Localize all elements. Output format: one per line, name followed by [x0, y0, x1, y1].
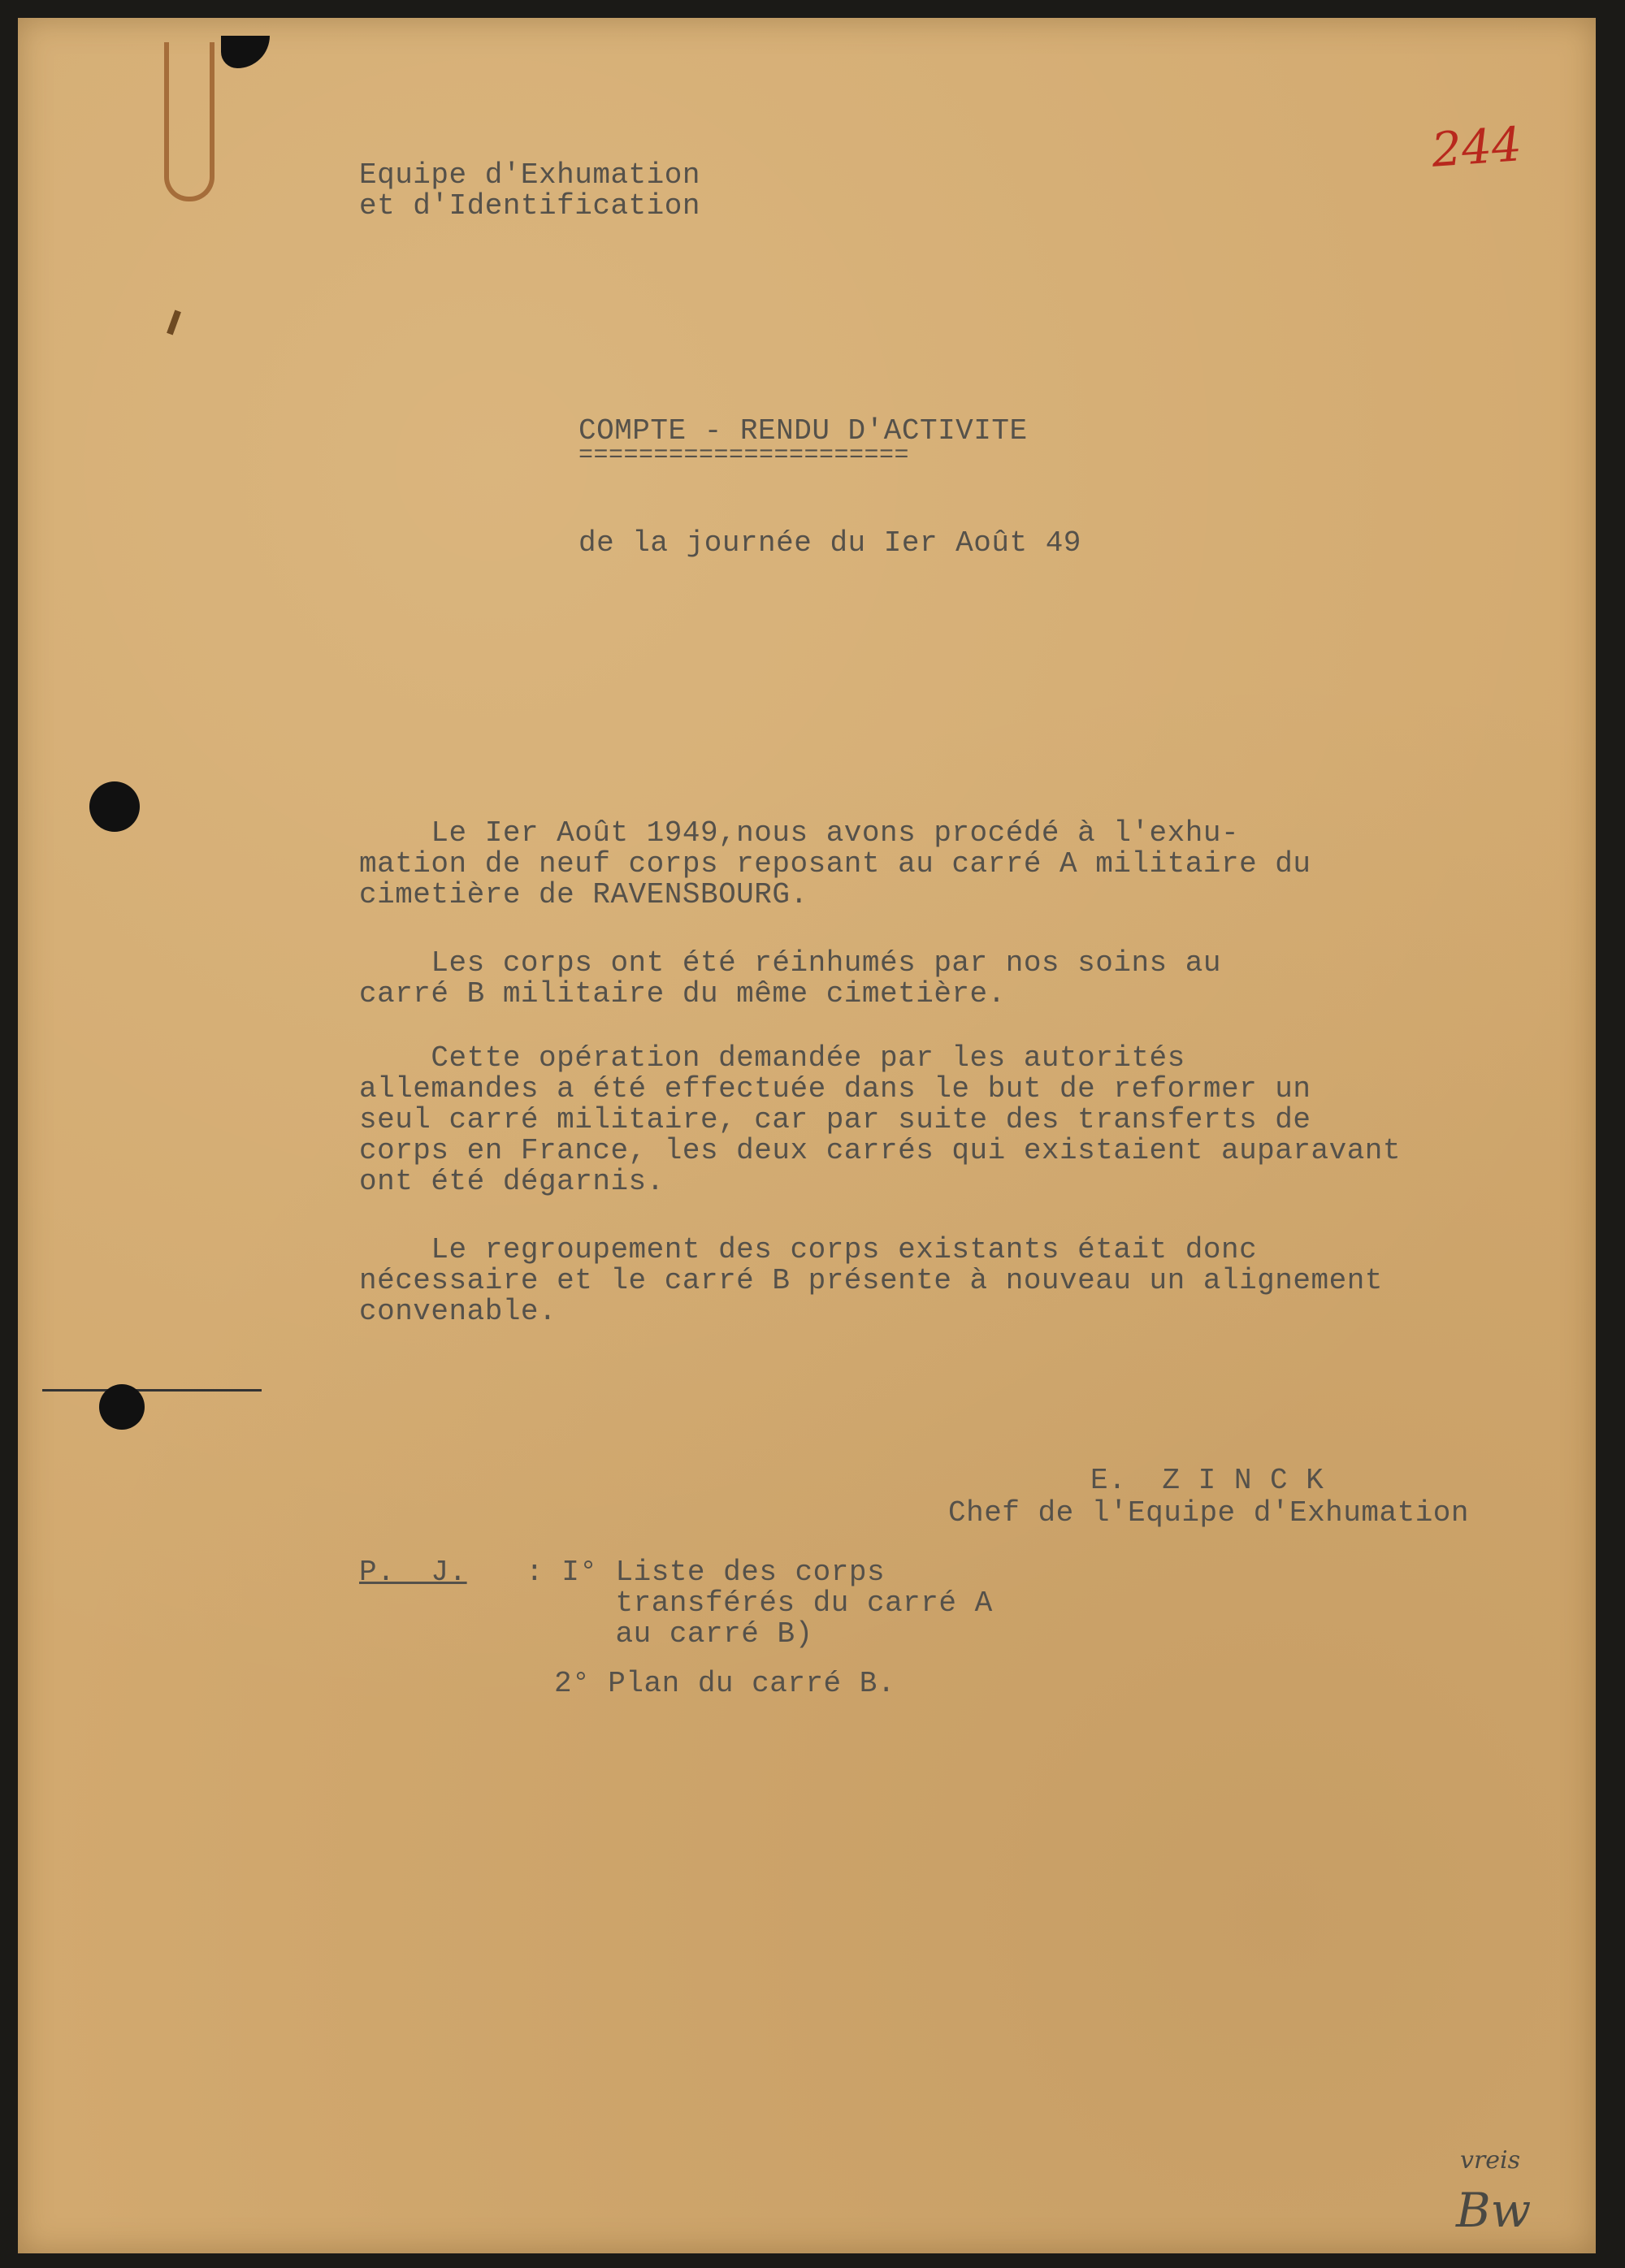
pin-mark: [167, 310, 181, 335]
paragraph-1: Le Ier Août 1949,nous avons procédé à l'exhu- mation de neuf corps reposant au carré A militaire du cimetière de RAVENSBOURG.: [359, 816, 1311, 911]
paragraph-4: Le regroupement des corps existants était donc nécessaire et le carré B présente à nouveau un alignement convenable.: [359, 1233, 1383, 1328]
folio-number: 244: [1429, 116, 1523, 178]
handwritten-note-1: vreis: [1460, 2146, 1521, 2175]
header-line-2: et d'Identification: [359, 189, 700, 223]
punch-hole-bottom: [99, 1384, 145, 1430]
paragraph-3: Cette opération demandée par les autorités allemandes a été effectuée dans le but de reformer un seul carré militaire, car par suite des transferts de corps en France, les deux carrés qui existaient auparavant ont été dégarnis.: [359, 1041, 1402, 1198]
attachment-item-2: 2° Plan du carré B.: [554, 1667, 895, 1700]
attachments-label: P. J.: [359, 1556, 467, 1589]
signature-title: Chef de l'Equipe d'Exhumation: [948, 1496, 1470, 1530]
paper-clip-stain: [164, 42, 214, 201]
fold-line: [42, 1389, 262, 1392]
date-line: de la journée du Ier Août 49: [578, 526, 1081, 560]
title-rule: ======================: [578, 442, 910, 470]
signature-name: E. Z I N C K: [1090, 1464, 1324, 1497]
handwritten-note-2: Bw: [1456, 2183, 1532, 2238]
paragraph-2: Les corps ont été réinhumés par nos soins au carré B militaire du même cimetière.: [359, 946, 1221, 1011]
torn-corner: [221, 36, 270, 68]
document-title: COMPTE - RENDU D'ACTIVITE: [578, 414, 1028, 448]
document-page: [18, 18, 1596, 2253]
header-line-1: Equipe d'Exhumation: [359, 158, 700, 192]
punch-hole-top: [89, 781, 140, 832]
attachment-item-1: : I° Liste des corps transférés du carré A au carré B): [526, 1556, 993, 1651]
